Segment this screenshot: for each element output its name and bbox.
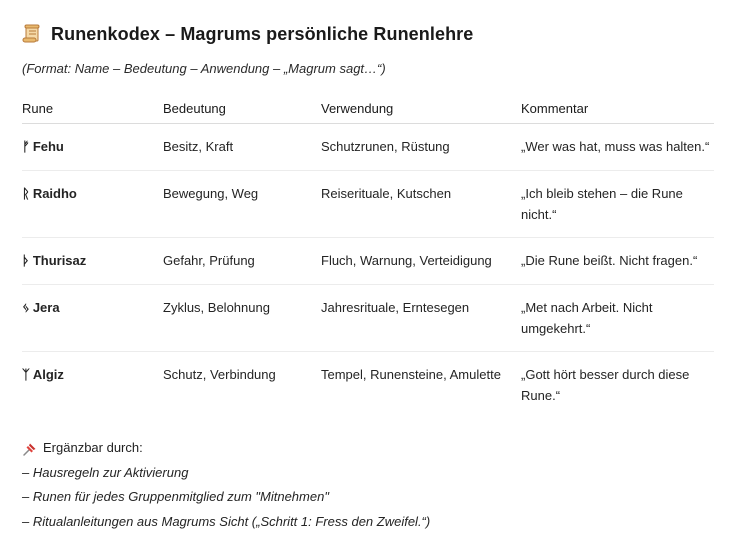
meaning-cell: Bewegung, Weg [163,171,321,238]
table-row [22,238,714,285]
rune-glyph: ᚠ [22,137,30,158]
rune-cell [22,238,163,285]
addendum-item: – Runen für jedes Gruppenmitglied zum "Mitnehmen" [22,485,716,510]
page-title: Runenkodex – Magrums persönliche Runenlehre [51,24,473,45]
addendum-item: – Ritualanleitungen aus Magrums Sicht („Schritt 1: Fress den Zweifel.“) [22,510,716,534]
addendum-heading-row [22,436,716,461]
pushpin-icon [22,441,37,456]
title-row [22,18,716,50]
rune-name: Thurisaz [33,253,86,268]
header-bedeutung: Bedeutung [163,93,321,124]
addendum [22,436,716,534]
document [22,18,716,534]
rune-name: Algiz [33,367,64,382]
comment-cell: „Wer was hat, muss was halten.“ [521,124,714,171]
rune-name: Jera [33,300,60,315]
usage-cell: Tempel, Runensteine, Amulette [321,352,521,419]
usage-cell: Jahresrituale, Erntesegen [321,285,521,352]
rune-glyph: ᚦ [22,251,30,272]
rune-cell [22,124,163,171]
rune-glyph: ᛉ [22,365,30,386]
meaning-cell: Gefahr, Prüfung [163,238,321,285]
rune-glyph: ᛃ [22,298,30,319]
usage-cell: Fluch, Warnung, Verteidigung [321,238,521,285]
meaning-cell: Besitz, Kraft [163,124,321,171]
addendum-item: – Hausregeln zur Aktivierung [22,461,716,486]
rune-cell [22,352,163,419]
header-rune: Rune [22,93,163,124]
comment-cell: „Ich bleib stehen – die Rune nicht.“ [521,171,714,238]
table-row [22,285,714,352]
table-header-row [22,93,714,124]
rune-table [22,93,714,418]
meaning-cell: Zyklus, Belohnung [163,285,321,352]
meaning-cell: Schutz, Verbindung [163,352,321,419]
rune-glyph: ᚱ [22,184,30,205]
usage-cell: Reiserituale, Kutschen [321,171,521,238]
table-row [22,352,714,419]
comment-cell: „Die Rune beißt. Nicht fragen.“ [521,238,714,285]
rune-name: Fehu [33,139,64,154]
scroll-icon [22,24,41,44]
header-kommentar: Kommentar [521,93,714,124]
table-row [22,171,714,238]
usage-cell: Schutzrunen, Rüstung [321,124,521,171]
rune-cell [22,171,163,238]
rune-name: Raidho [33,186,77,201]
comment-cell: „Met nach Arbeit. Nicht umgekehrt.“ [521,285,714,352]
rune-cell [22,285,163,352]
table-row [22,124,714,171]
comment-cell: „Gott hört besser durch diese Rune.“ [521,352,714,419]
format-note: (Format: Name – Bedeutung – Anwendung – „Magrum sagt…“) [22,61,716,79]
addendum-heading: Ergänzbar durch: [43,436,143,461]
header-verwendung: Verwendung [321,93,521,124]
